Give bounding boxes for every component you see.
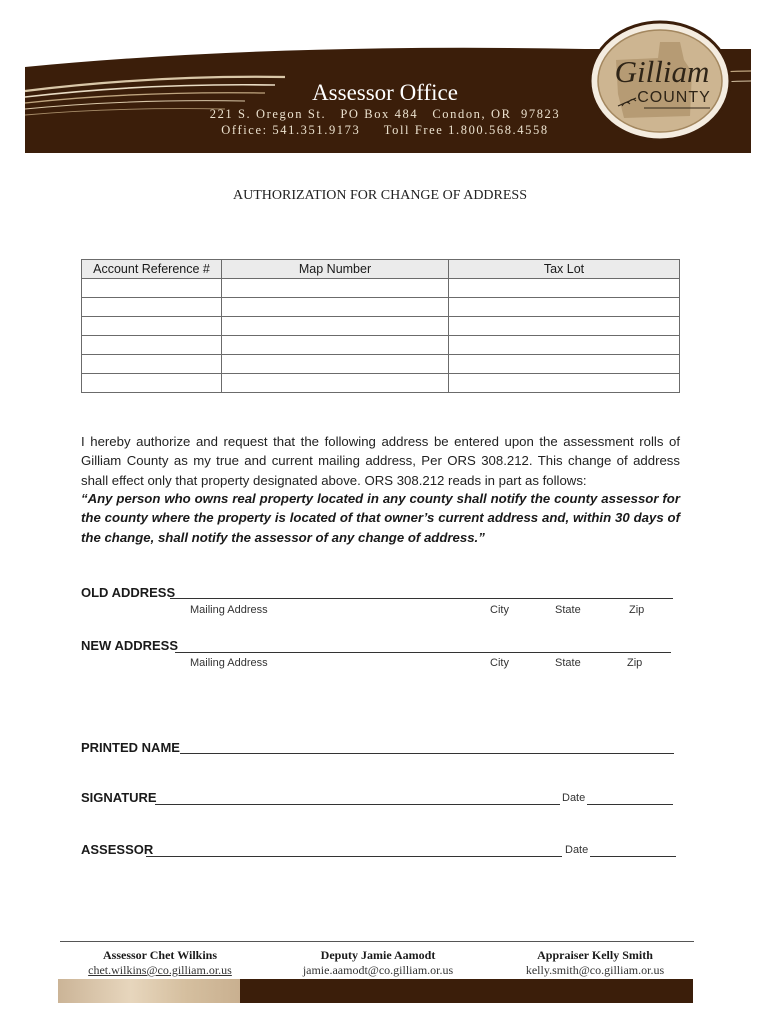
table-row: [82, 298, 680, 317]
account-reference-cell[interactable]: [82, 298, 222, 317]
staff-email-assessor[interactable]: chet.wilkins@co.gilliam.or.us: [88, 963, 232, 977]
account-reference-cell[interactable]: [82, 355, 222, 374]
new-state-caption: State: [555, 657, 581, 669]
map-number-cell[interactable]: [222, 355, 449, 374]
old-address-field[interactable]: [170, 582, 673, 599]
office-title: Assessor Office: [312, 80, 458, 105]
tax-lot-cell[interactable]: [449, 298, 680, 317]
office-address: 221 S. Oregon St. PO Box 484 Condon, OR 97823: [209, 107, 561, 121]
assessor-date-field[interactable]: [590, 840, 676, 857]
old-zip-caption: Zip: [629, 604, 645, 616]
account-reference-cell[interactable]: [82, 317, 222, 336]
office-phone: Office: 541.351.9173 Toll Free 1.800.568.4558: [221, 123, 549, 137]
col-account-reference: Account Reference #: [82, 260, 222, 279]
staff-name-appraiser: Appraiser Kelly Smith: [537, 948, 653, 962]
tax-lot-cell[interactable]: [449, 317, 680, 336]
staff-email-deputy[interactable]: jamie.aamodt@co.gilliam.or.us: [302, 963, 454, 977]
staff-name-assessor: Assessor Chet Wilkins: [102, 948, 218, 962]
gilliam-county-logo: [588, 20, 732, 142]
tax-lot-cell[interactable]: [449, 279, 680, 298]
table-header-row: [82, 260, 680, 279]
signature-label: SIGNATURE: [81, 790, 157, 805]
footer-bar-tan: [58, 979, 240, 1003]
col-tax-lot: Tax Lot: [449, 260, 680, 279]
table-row: [82, 355, 680, 374]
authorization-paragraph: I hereby authorize and request that the following address be entered upon the assessment rolls of Gilliam County as my true and current mailing address, Per ORS 308.212. This change of address shall effect only that property designated above. ORS 308.212 reads in part as follows:: [81, 434, 680, 488]
old-address-label: OLD ADDRESS: [81, 585, 176, 600]
signature-field[interactable]: [155, 788, 560, 805]
new-city-caption: City: [490, 657, 509, 669]
old-state-caption: State: [555, 604, 581, 616]
printed-name-label: PRINTED NAME: [81, 740, 180, 755]
old-city-caption: City: [490, 604, 509, 616]
staff-email-appraiser[interactable]: kelly.smith@co.gilliam.or.us: [525, 963, 665, 977]
printed-name-field[interactable]: [180, 737, 674, 754]
form-title: AUTHORIZATION FOR CHANGE OF ADDRESS: [232, 188, 528, 203]
table-row: [82, 317, 680, 336]
account-reference-cell[interactable]: [82, 374, 222, 393]
footer-divider: [60, 941, 694, 942]
assessor-signature-field[interactable]: [146, 840, 562, 857]
tax-lot-cell[interactable]: [449, 374, 680, 393]
ors-quote: “Any person who owns real property located in any county shall notify the county assessor for the county where the property is located of that owner’s current address and, within 30 days of the change, shall notify the assessor of any change of address.”: [81, 491, 680, 545]
map-number-cell[interactable]: [222, 298, 449, 317]
property-table: [81, 259, 680, 393]
signature-date-field[interactable]: [587, 788, 673, 805]
new-zip-caption: Zip: [627, 657, 643, 669]
table-row: [82, 374, 680, 393]
signature-date-label: Date: [562, 792, 586, 804]
table-row: [82, 279, 680, 298]
map-number-cell[interactable]: [222, 374, 449, 393]
map-number-cell[interactable]: [222, 317, 449, 336]
footer-bar-brown: [240, 979, 693, 1003]
old-mailing-address-caption: Mailing Address: [190, 604, 268, 616]
new-mailing-address-caption: Mailing Address: [190, 657, 268, 669]
new-address-field[interactable]: [175, 636, 671, 653]
assessor-date-label: Date: [565, 844, 589, 856]
tax-lot-cell[interactable]: [449, 355, 680, 374]
map-number-cell[interactable]: [222, 279, 449, 298]
tax-lot-cell[interactable]: [449, 336, 680, 355]
col-map-number: Map Number: [222, 260, 449, 279]
staff-name-deputy: Deputy Jamie Aamodt: [320, 948, 436, 962]
assessor-label: ASSESSOR: [81, 842, 154, 857]
logo-text-county: COUNTY: [637, 89, 711, 106]
map-number-cell[interactable]: [222, 336, 449, 355]
new-address-label: NEW ADDRESS: [81, 638, 179, 653]
account-reference-cell[interactable]: [82, 279, 222, 298]
table-row: [82, 336, 680, 355]
logo-text-gilliam: Gilliam: [614, 54, 710, 89]
account-reference-cell[interactable]: [82, 336, 222, 355]
